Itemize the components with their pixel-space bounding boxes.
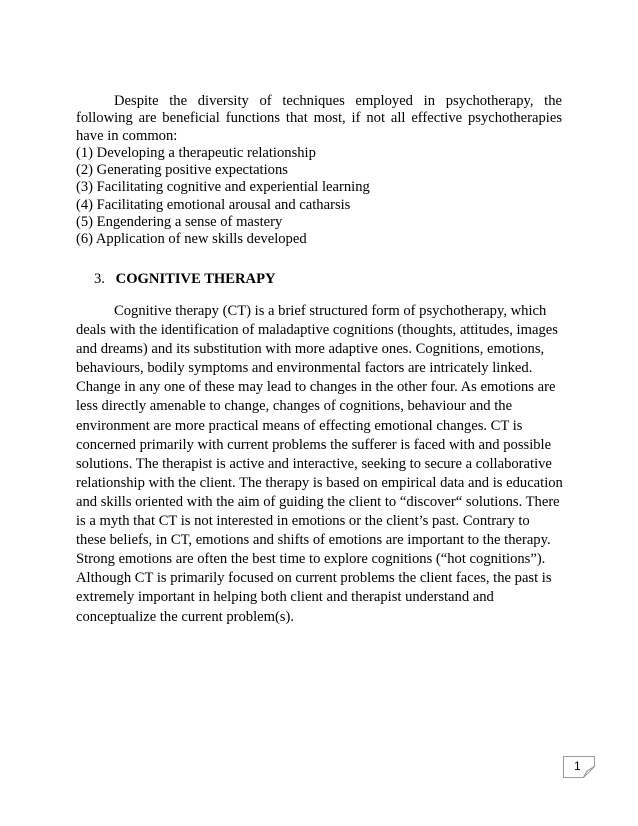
body-line: and dreams) and its substitution with more adaptive ones. Cognitions, emotions, — [76, 341, 545, 358]
body-line: extremely important in helping both client and therapist understand and — [76, 589, 494, 606]
intro-block — [76, 93, 562, 249]
list-item: (4) Facilitating emotional arousal and catharsis — [76, 196, 351, 213]
body-line: Although CT is primarily focused on current problems the client faces, the past is — [76, 570, 552, 587]
intro-paragraph: Despite the diversity of techniques employed in psychotherapy, the following are beneficial functions that most, if not all effective psychotherapies have in common: — [76, 93, 562, 144]
body-line: behaviours, bodily symptoms and environmental factors are intricately linked. — [76, 360, 533, 377]
section-body — [76, 302, 566, 627]
list-item: (5) Engendering a sense of mastery — [76, 214, 283, 231]
body-line: and skills oriented with the aim of guiding the client to “discover“ solutions. There — [76, 493, 560, 510]
body-line: less directly amenable to change, changes of cognitions, behaviour and the — [76, 398, 513, 415]
body-line: Change in any one of these may lead to changes in the other four. As emotions are — [76, 379, 556, 396]
body-line: Cognitive therapy (CT) is a brief structured form of psychotherapy, which — [114, 303, 547, 319]
body-line: conceptualize the current problem(s). — [76, 608, 294, 625]
page-number: 1 — [574, 759, 581, 773]
body-line: solutions. The therapist is active and interactive, seeking to secure a collaborative — [76, 455, 552, 472]
body-line: these beliefs, in CT, emotions and shifts of emotions are important to the therapy. — [76, 532, 551, 549]
list-item: (6) Application of new skills developed — [76, 231, 307, 248]
list-item: (3) Facilitating cognitive and experiential learning — [76, 179, 370, 196]
list-item: (1) Developing a therapeutic relationship — [76, 144, 316, 161]
body-line: deals with the identification of maladaptive cognitions (thoughts, attitudes, images — [76, 322, 558, 339]
page-number-box — [563, 756, 595, 778]
section-heading — [94, 271, 276, 288]
body-line: relationship with the client. The therapy is based on empirical data and is education — [76, 474, 563, 491]
body-line: is a myth that CT is not interested in emotions or the client’s past. Contrary to — [76, 513, 530, 530]
section-number: 3. — [94, 271, 105, 287]
list-item: (2) Generating positive expectations — [76, 162, 288, 179]
section-paragraph — [76, 302, 566, 627]
section-title: COGNITIVE THERAPY — [115, 271, 276, 287]
body-line: Strong emotions are often the best time to explore cognitions (“hot cognitions”). — [76, 551, 546, 568]
body-line: concerned primarily with current problems the sufferer is faced with and possible — [76, 436, 552, 453]
page-curl-icon — [583, 766, 595, 778]
functions-list — [76, 145, 562, 249]
body-line: environment are more practical means of effecting emotional changes. CT is — [76, 417, 523, 434]
